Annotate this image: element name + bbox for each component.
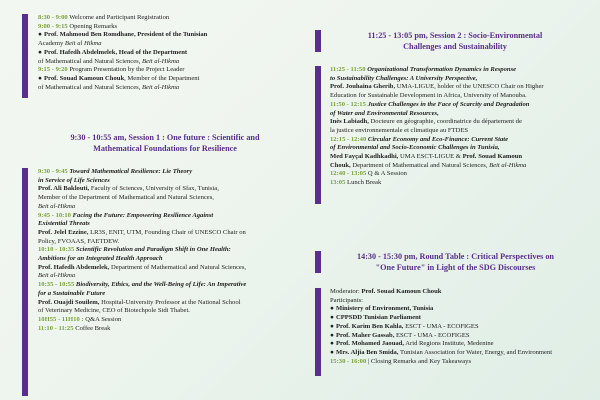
program-line	[38, 14, 289, 23]
program-line	[38, 264, 294, 273]
line-text: | Closing Remarks and Key Takeaways	[367, 357, 472, 365]
speaker-name: Med Fayçal Kadhkadhi,	[330, 153, 399, 161]
line-text: Tunisian Association for Water, Energy, and Environment	[398, 348, 553, 356]
time-label: 15:30 - 16:00	[330, 357, 367, 365]
talk-title: of Water and Environmental Resources,	[330, 109, 439, 117]
talk-title: Biodiversity, Ethics, and the Well-Being of Life: An Imperative	[75, 281, 247, 289]
program-line	[38, 246, 294, 255]
program-line	[330, 332, 594, 341]
program-line	[38, 40, 289, 49]
program-line	[38, 220, 294, 229]
bullet-icon: ●	[38, 31, 42, 39]
program-line	[38, 23, 289, 32]
program-line	[330, 179, 594, 188]
line-text: LR3S, ENIT, UTM, Founding Chair of UNESCO Chair on	[88, 228, 246, 236]
line-text: of Mathematical and Natural Sciences,	[38, 57, 142, 65]
speaker-name: Prof. Mahmoud Ben Romdhane, President of the Tunisian	[43, 31, 208, 39]
line-text: UMA ESCT-LIGUE &	[398, 153, 463, 161]
speaker-name: Chouk,	[330, 161, 351, 169]
line-text: Docteure en géographie, coordinatrice du département de	[368, 118, 522, 126]
line-text: Coffee Break	[75, 324, 111, 332]
time-label: 12:15 - 12:40	[330, 135, 367, 143]
line-text: Q & A Session	[367, 170, 407, 178]
speaker-name: Ministery of Environment, Tunisia	[335, 305, 434, 313]
program-line	[330, 323, 594, 332]
time-label: 8:30 - 9:00	[38, 14, 68, 21]
line-text: Program Presentation by the Project Leader	[69, 66, 185, 74]
time-label: 9:00 - 9:15	[38, 22, 68, 30]
bullet-icon: ●	[330, 305, 334, 313]
program-line	[38, 255, 294, 264]
program-line	[330, 297, 594, 306]
speaker-name: Prof. Ouajdi Souilem,	[38, 298, 100, 306]
program-line	[330, 162, 594, 171]
round-block	[300, 288, 600, 378]
bullet-icon: ●	[330, 348, 334, 356]
speaker-name: Prof. Mohamed Jaouad,	[335, 340, 404, 348]
program-line	[330, 101, 594, 110]
speaker-name: Prof. Jouhaina Gherib,	[330, 83, 396, 91]
bullet-icon: ●	[330, 322, 334, 330]
talk-title: Beit al-Hikma	[142, 83, 180, 91]
talk-title: Existential Threats	[38, 220, 90, 228]
bullet-icon: ●	[330, 340, 334, 348]
program-line	[330, 83, 594, 92]
speaker-name: CPPSDD Tunisian Parliament	[335, 314, 421, 322]
session2-lines	[300, 66, 600, 188]
time-label: 10:35 - 10:55	[38, 281, 75, 289]
talk-title: in Service of Life Sciences	[38, 176, 110, 184]
round-lines	[300, 288, 600, 366]
program-line	[38, 272, 294, 281]
line-text: UMA-LIGUE, holder of the UNESCO Chair on Higher	[395, 83, 544, 91]
program-line	[330, 314, 594, 323]
talk-title: to Sustainability Challenges: A University Perspective,	[330, 74, 478, 82]
line-text: Department of Mathematical and Natural Sciences,	[109, 263, 247, 271]
program-line	[38, 203, 294, 212]
program-line	[330, 92, 594, 101]
session1-title-line1: 9:30 - 10:55 am, Session 1 : One future : Scientific and	[70, 133, 260, 142]
talk-title: Beit al-Hikma	[38, 272, 76, 280]
time-label: 9:45 - 10:10	[38, 211, 71, 219]
program-line	[330, 305, 594, 314]
round-bar	[315, 288, 321, 376]
program-line	[38, 307, 294, 316]
time-label: 9:15 - 9:20	[38, 66, 68, 74]
talk-title: Beit al-Hikma	[38, 202, 76, 210]
line-text: Policy, FVOAAS, FAETDEW.	[38, 237, 120, 245]
opening-lines	[0, 14, 295, 92]
speaker-name: Prof. Souad Kamoun Chouk	[43, 74, 125, 82]
line-text: la justice environnementale et climatique au FTDES	[330, 126, 469, 134]
speaker-name: Prof. Souad Kamoun	[462, 153, 522, 161]
line-text: of Mathematical and Natural Sciences,	[38, 83, 142, 91]
round-title-line1: 14:30 - 15:30 pm, Round Table : Critical Perspectives on	[357, 252, 554, 261]
speaker-name: Prof. Hafedh Abdemelek,	[38, 263, 110, 271]
program-line	[38, 168, 294, 177]
line-text: ESCT - UMA - ECOFIGES	[394, 331, 470, 339]
program-line	[330, 358, 594, 367]
program-line	[330, 127, 594, 136]
talk-title: Ambitions for an Integrated Health Approach	[38, 255, 163, 263]
line-text: , Member of the Department	[124, 74, 200, 82]
program-line	[330, 66, 594, 75]
session1-block	[0, 168, 300, 396]
session2-title-line2: Challenges and Sustainability	[403, 41, 507, 51]
program-line	[330, 136, 594, 145]
line-text: Lunch Break	[347, 179, 382, 187]
opening-bar	[22, 14, 28, 98]
time-label: 11:50 - 12:15	[330, 100, 366, 108]
program-line	[38, 316, 294, 325]
program-line	[38, 325, 294, 334]
program-line	[38, 84, 289, 93]
program-line	[330, 144, 594, 153]
speaker-name: Prof. Hafedh Abdelmelek, Head of the Department	[43, 48, 188, 56]
program-line	[38, 185, 294, 194]
talk-title: Beit al-Hikma	[489, 161, 527, 169]
speaker-name: Inès Labiadh,	[330, 118, 369, 126]
session2-title	[320, 31, 590, 52]
time-label: 11:10 - 11:25	[38, 324, 74, 332]
bullet-icon: ●	[38, 48, 42, 56]
program-line	[330, 340, 594, 349]
round-title-line2: "One Future" in Light of the SDG Discourses	[375, 262, 536, 272]
line-text: of Veterinary Medicine, CEO of Biotechpole Sidi Thabet.	[38, 307, 190, 315]
line-text: Education for Sustainable Development in Africa, University of Manouba.	[330, 92, 527, 100]
session1-title-line2: Mathematical Foundations for Resilience	[93, 143, 237, 153]
program-line	[38, 58, 289, 67]
line-text: Hospital-University Professor at the National School	[99, 298, 241, 306]
program-line	[38, 194, 294, 203]
line-text: Q&A Session	[85, 315, 122, 323]
program-line	[330, 110, 594, 119]
speaker-name: Prof. Maher Gassab,	[335, 331, 395, 339]
talk-title: Facing the Future: Empowering Resilience Against	[72, 211, 214, 219]
program-line	[38, 229, 294, 238]
talk-title: Beit al-Hikma	[142, 57, 180, 65]
program-line	[38, 31, 289, 40]
program-line	[330, 118, 594, 127]
program-line	[38, 281, 294, 290]
line-text: Faculty of Sciences, University of Sfax, Tunisia,	[89, 185, 219, 193]
time-label: 11:25 - 11:50	[330, 66, 366, 73]
line-text: ESCT - UMA - ECOFIGES	[403, 322, 479, 330]
line-text: Member of the Department of Mathematical and Natural Sciences,	[38, 194, 214, 202]
time-label: 13:05	[330, 179, 346, 187]
program-line	[38, 49, 289, 58]
line-text: Department of Mathematical and Natural Sciences,	[350, 161, 490, 169]
session2-bar	[315, 66, 321, 204]
program-line	[330, 288, 594, 297]
talk-title: Scientific Revolution and Paradigm Shift in One Health:	[75, 246, 231, 254]
round-title	[318, 252, 593, 273]
program-line	[38, 75, 289, 84]
time-label: 9:30 - 9:45	[38, 168, 68, 175]
talk-title: Organizational Transformation Dynamics in Response	[367, 66, 517, 73]
program-line	[38, 238, 294, 247]
talk-title: of Environmental and Socio-Economic Challenges in Tunisia,	[330, 144, 500, 152]
line-text: Moderator:	[330, 288, 362, 295]
program-line	[38, 290, 294, 299]
line-text: Academy	[38, 40, 65, 48]
time-label: 12:40 - 13:05	[330, 170, 367, 178]
line-text: Welcome and Participant Registration	[69, 14, 170, 21]
bullet-icon: ●	[330, 331, 334, 339]
moderator-name: Prof. Souad Kamoun Chouk	[361, 288, 442, 295]
talk-title: for a Sustainable Future	[38, 289, 106, 297]
speaker-name: Prof. Ali Baklouti,	[38, 185, 90, 193]
speaker-name: Mrs. Aljia Ben Smida,	[335, 348, 399, 356]
session2-block	[300, 66, 600, 204]
program-line	[38, 66, 289, 75]
speaker-name: Prof. Karim Ben Kahla,	[335, 322, 404, 330]
bullet-icon: ●	[38, 74, 42, 82]
session1-bar	[22, 168, 28, 396]
line-text: Opening Remarks	[69, 22, 118, 30]
program-line	[330, 75, 594, 84]
talk-title: Beit al Hikma	[64, 40, 102, 48]
time-label: 10H55 - 11H10 :	[38, 315, 84, 323]
program-line	[38, 212, 294, 221]
talk-title: Justice Challenges in the Face of Scarcity and Degradation	[367, 100, 530, 108]
line-text: Participants:	[330, 296, 363, 304]
program-line	[330, 170, 594, 179]
speaker-name: Prof. Jelel Ezzine,	[38, 228, 89, 236]
program-line	[38, 177, 294, 186]
session1-lines	[0, 168, 300, 333]
line-text: Arid Regions Institute, Medenine	[404, 340, 494, 348]
bullet-icon: ●	[330, 314, 334, 322]
opening-block	[0, 14, 295, 98]
talk-title: Toward Mathematical Resilience: Lie Theory	[69, 168, 193, 175]
talk-title: Circular Economy and Eco-Finance: Current State	[367, 135, 509, 143]
program-line	[38, 299, 294, 308]
program-line	[330, 349, 594, 358]
session2-title-line1: 11:25 - 13:05 pm, Session 2 : Socio-Environmental	[367, 31, 543, 40]
time-label: 10:10 - 10:35	[38, 246, 75, 254]
program-line	[330, 153, 594, 162]
session1-title	[30, 133, 300, 154]
